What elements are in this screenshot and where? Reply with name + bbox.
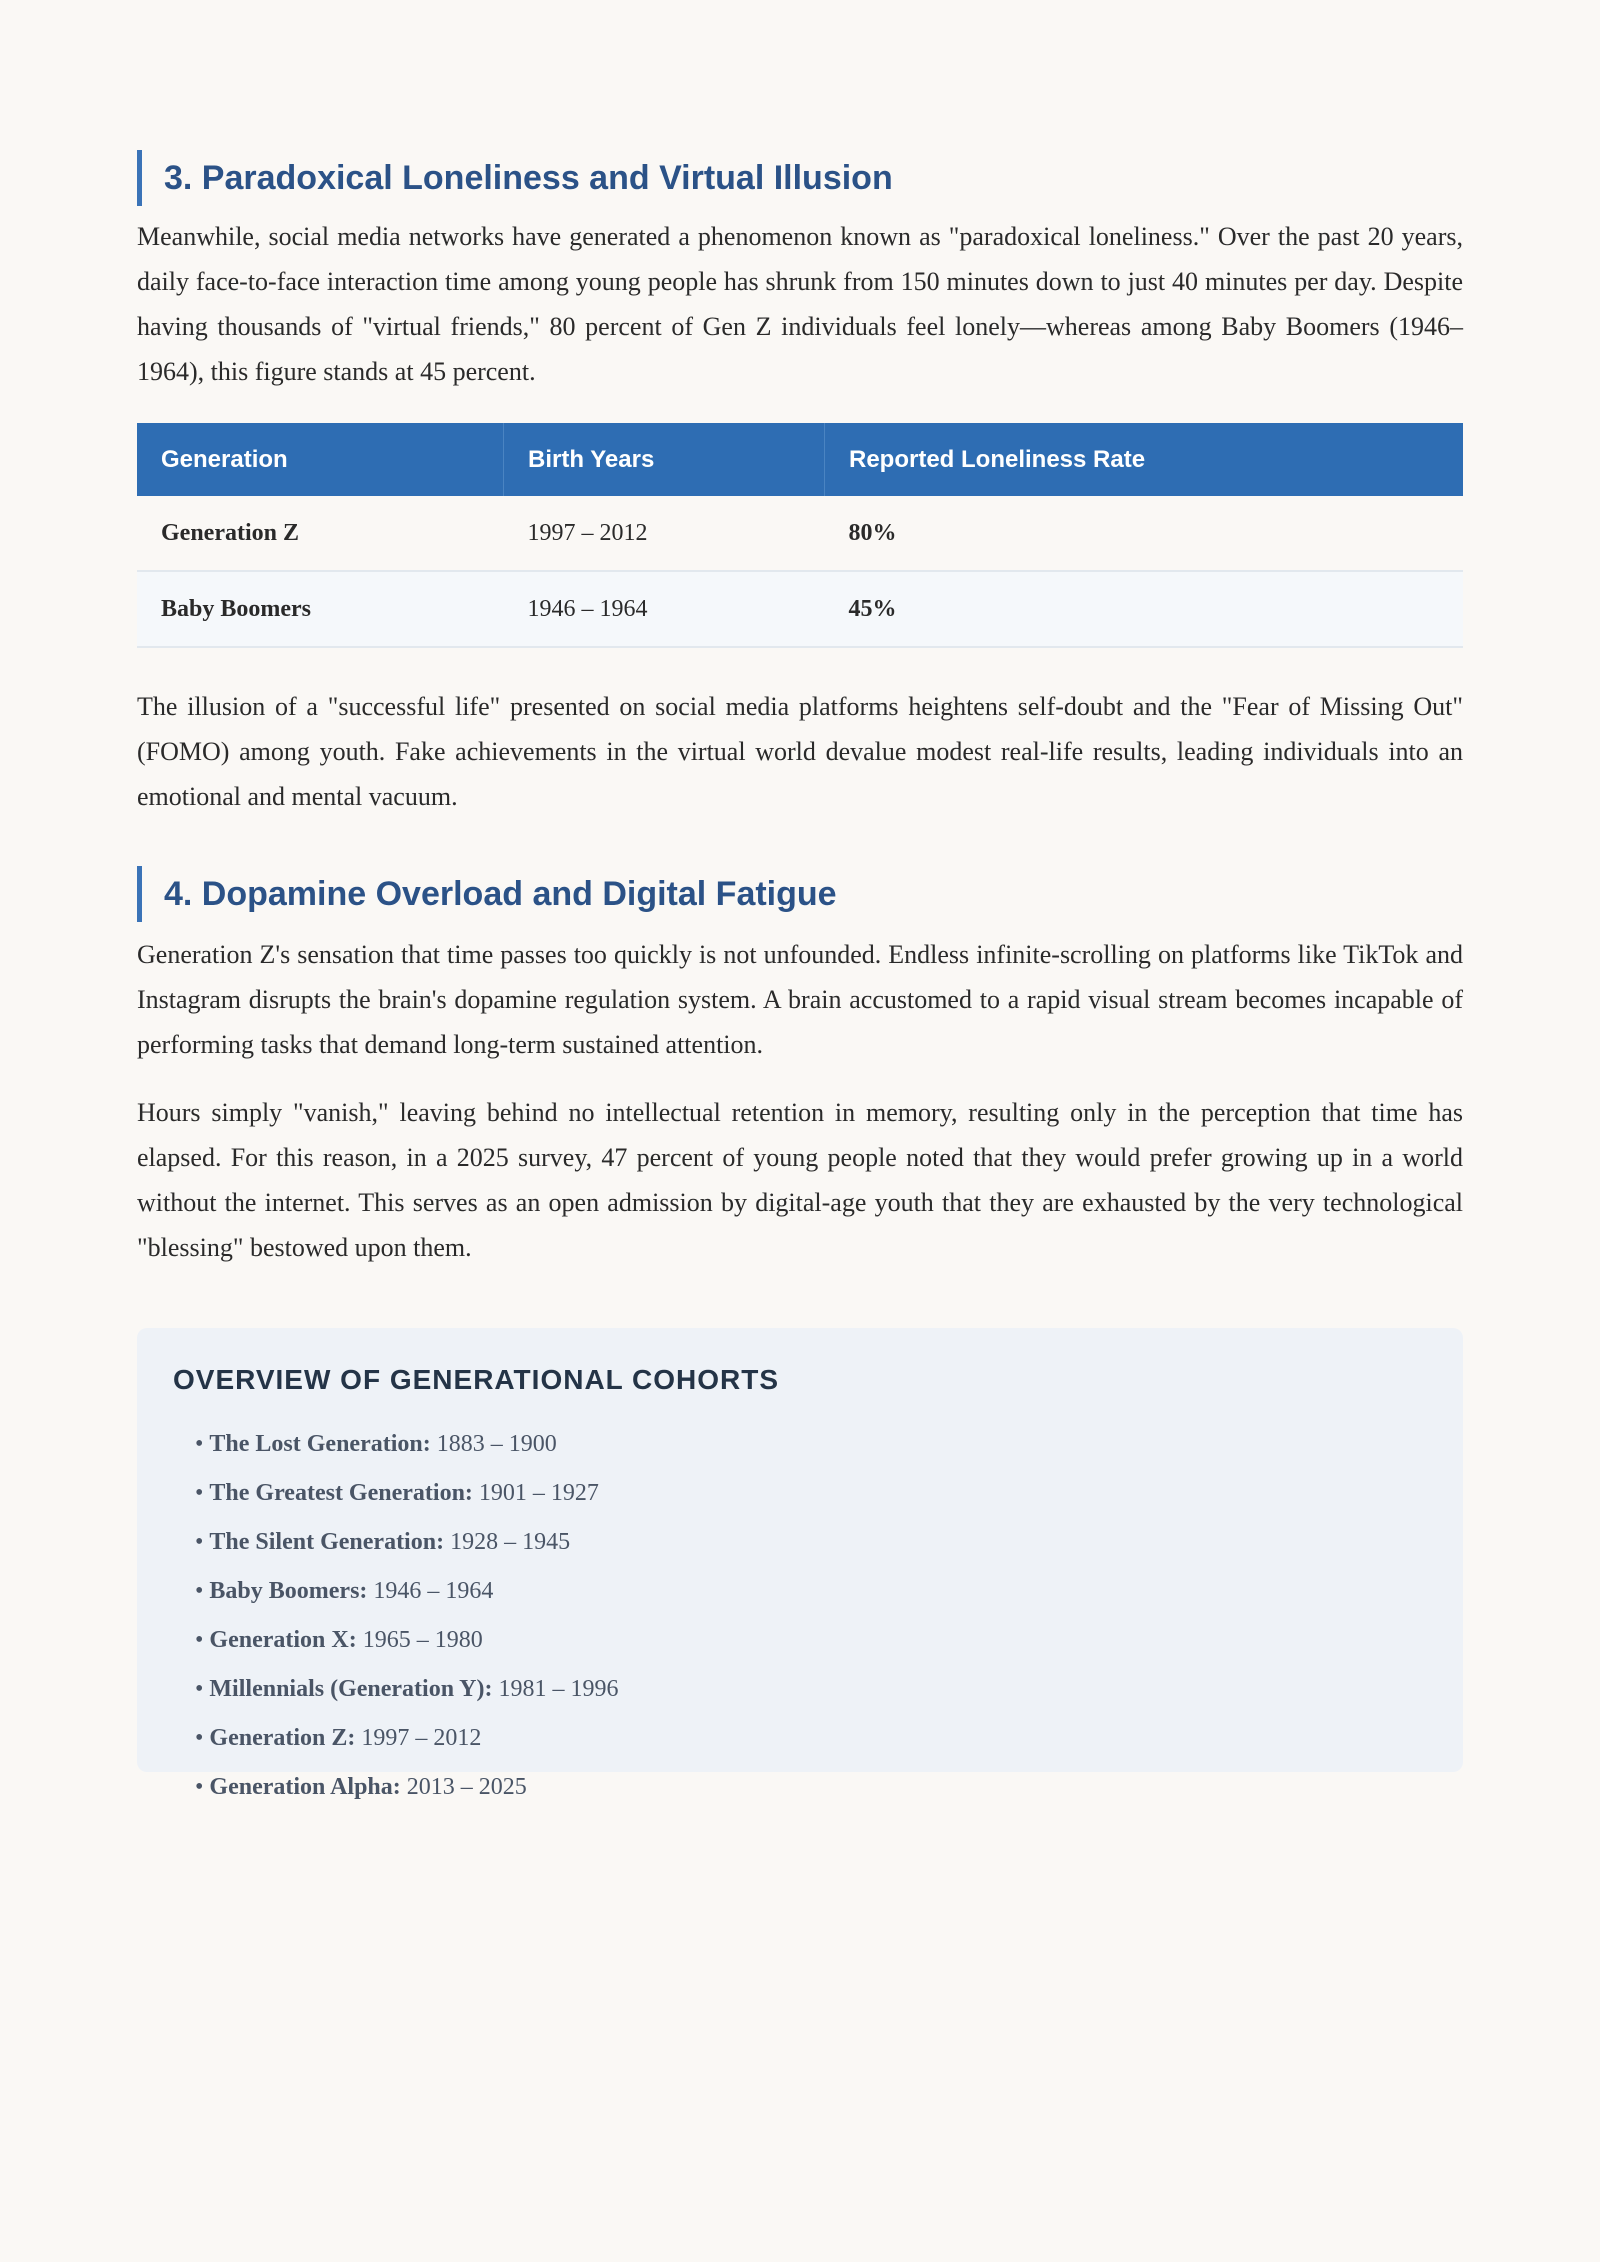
table-header-row: [137, 423, 1463, 496]
cohort-name: Millennials (Generation Y):: [209, 1676, 493, 1702]
list-item: [195, 1420, 1427, 1469]
table-header-generation: Generation: [137, 423, 504, 496]
section-3-paragraph-2: The illusion of a "successful life" presented on social media platforms heightens self-doubt and the "Fear of Missing Out" (FOMO) among youth. Fake achievements in the virtual world devalue modest real-life results, leading individuals into an emotional and mental vacuum.: [137, 692, 1463, 811]
section-4-paragraph-1: Generation Z's sensation that time passes too quickly is not unfounded. Endless infinite-scrolling on platforms like TikTok and Instagram disrupts the brain's dopamine regulation system. A brain accustomed to a rapid visual stream becomes incapable of performing tasks that demand long-term sustained attention.: [137, 940, 1463, 1059]
cohort-years: 1981 – 1996: [498, 1676, 619, 1702]
cohort-years: 1997 – 2012: [361, 1725, 482, 1751]
table-cell-birth-years: 1997 – 2012: [504, 496, 825, 571]
section-4-heading: 4. Dopamine Overload and Digital Fatigue: [137, 866, 1463, 922]
table-header-loneliness-rate: Reported Loneliness Rate: [825, 423, 1464, 496]
bullet-icon: •: [195, 1627, 204, 1653]
cohort-years: 1946 – 1964: [373, 1578, 494, 1604]
loneliness-table: [137, 423, 1463, 648]
cohort-name: The Lost Generation:: [209, 1431, 431, 1457]
section-3-paragraph-1: Meanwhile, social media networks have generated a phenomenon known as "paradoxical loneliness." Over the past 20 years, daily face-to-face interaction time among young people has shrunk from 150 minutes down to just 40 minutes per day. Despite having thousands of "virtual friends," 80 percent of Gen Z individuals feel lonely—whereas among Baby Boomers (1946–1964), this figure stands at 45 percent.: [137, 222, 1463, 386]
bullet-icon: •: [195, 1529, 204, 1555]
table-cell-generation: Baby Boomers: [137, 571, 504, 647]
section-3-heading: 3. Paradoxical Loneliness and Virtual Illusion: [137, 150, 1463, 206]
list-item: [195, 1518, 1427, 1567]
table-row: [137, 571, 1463, 647]
generational-cohorts-box: [137, 1328, 1463, 1800]
document-page: [137, 150, 1463, 1800]
cohort-years: 1901 – 1927: [478, 1480, 599, 1506]
table-cell-loneliness-rate: 45%: [825, 571, 1464, 647]
cohort-years: 1883 – 1900: [436, 1431, 557, 1457]
bullet-icon: •: [195, 1676, 204, 1702]
cohort-name: The Silent Generation:: [209, 1529, 445, 1555]
cohort-years: 2013 – 2025: [406, 1774, 527, 1800]
cohort-name: Generation Alpha:: [209, 1774, 401, 1800]
table-cell-generation: Generation Z: [137, 496, 504, 571]
cohort-name: Baby Boomers:: [209, 1578, 368, 1604]
bullet-icon: •: [195, 1578, 204, 1604]
table-cell-loneliness-rate: 80%: [825, 496, 1464, 571]
bullet-icon: •: [195, 1774, 204, 1800]
list-item: [195, 1714, 1427, 1763]
bullet-icon: •: [195, 1480, 204, 1506]
cohort-name: Generation X:: [209, 1627, 357, 1653]
list-item: [195, 1665, 1427, 1714]
list-item: [195, 1469, 1427, 1518]
cohort-years: 1928 – 1945: [450, 1529, 571, 1555]
bullet-icon: •: [195, 1431, 204, 1457]
list-item: [195, 1616, 1427, 1665]
table-header-birth-years: Birth Years: [504, 423, 825, 496]
bullet-icon: •: [195, 1725, 204, 1751]
cohort-name: Generation Z:: [209, 1725, 356, 1751]
cohort-name: The Greatest Generation:: [209, 1480, 473, 1506]
list-item: [195, 1763, 1427, 1812]
table-row: [137, 496, 1463, 571]
cohort-list: [173, 1420, 1427, 1812]
section-4-paragraph-2: Hours simply "vanish," leaving behind no intellectual retention in memory, resulting only in the perception that time has elapsed. For this reason, in a 2025 survey, 47 percent of young people noted that they would prefer growing up in a world without the internet. This serves as an open admission by digital-age youth that they are exhausted by the very technological "blessing" bestowed upon them.: [137, 1098, 1463, 1262]
cohort-years: 1965 – 1980: [362, 1627, 483, 1653]
list-item: [195, 1567, 1427, 1616]
cohorts-box-title: OVERVIEW OF GENERATIONAL COHORTS: [173, 1364, 780, 1395]
table-cell-birth-years: 1946 – 1964: [504, 571, 825, 647]
